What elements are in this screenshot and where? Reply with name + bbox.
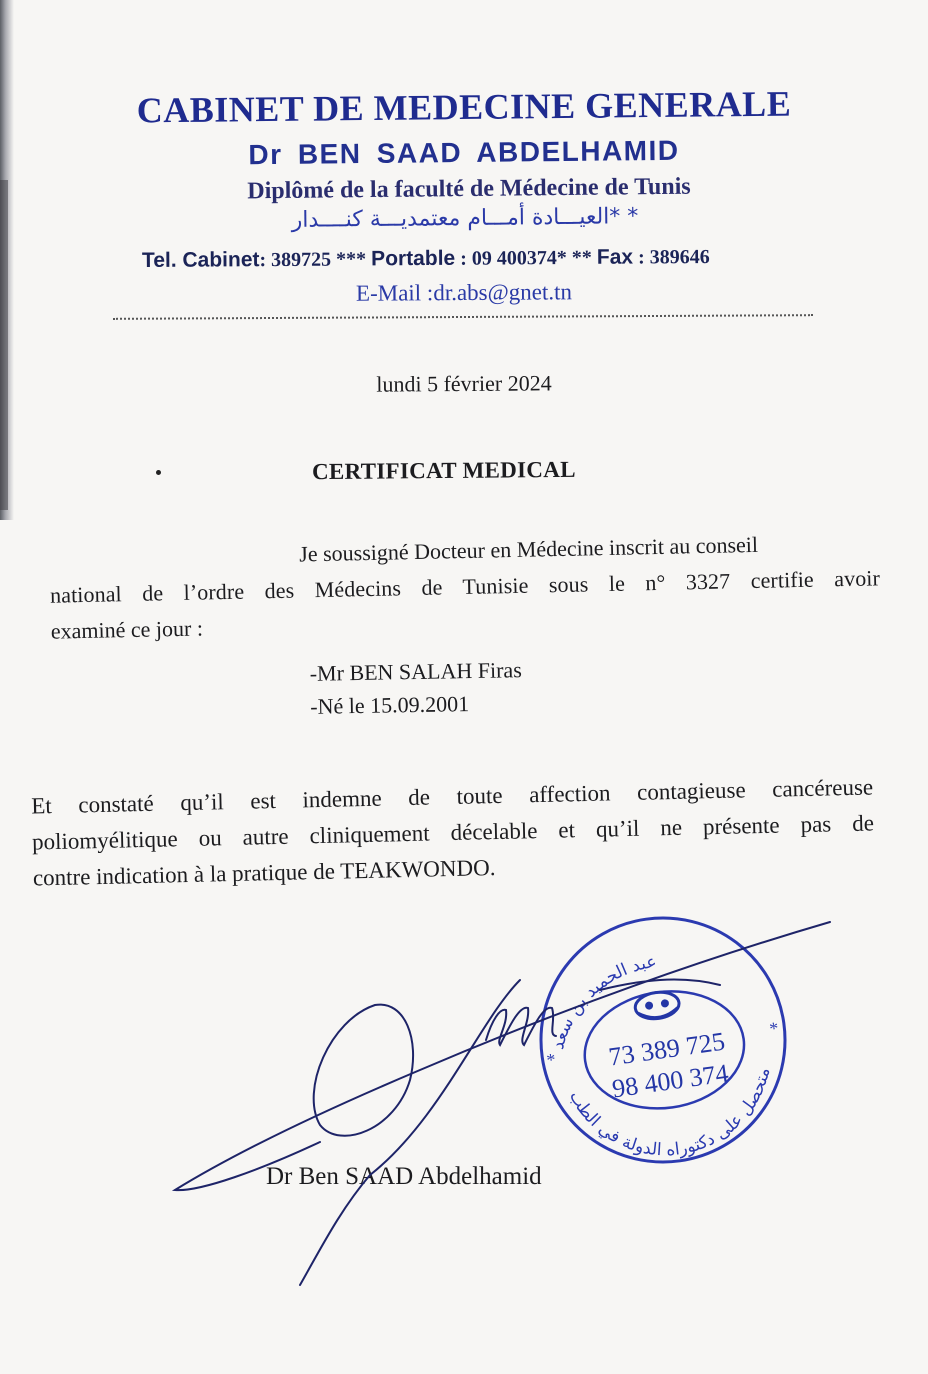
- intro-line-1: Je soussigné Docteur en Médecine inscrit au conseil: [299, 531, 759, 567]
- stamp-phone-2: 98 400 374: [610, 1058, 731, 1104]
- statement-line-1: Et constaté qu’il est indemne de toute affection contagieuse cancéreuse: [30, 774, 874, 819]
- document-date: lundi 5 février 2024: [376, 370, 552, 397]
- stamp-star-left: *: [545, 1049, 558, 1071]
- arabic-address-line: * *العيـــادة أمـــام معتمديـــة كنــــدار: [291, 204, 639, 233]
- signatory-name: Dr Ben SAAD Abdelhamid: [266, 1163, 542, 1190]
- patient-birthdate: -Né le 15.09.2001: [310, 691, 470, 719]
- tel-label: Tel. Cabinet: [141, 248, 260, 272]
- certificate-title: CERTIFICAT MEDICAL: [311, 456, 576, 485]
- intro-line-2: national de l’ordre des Médecins de Tunisie sous le n° 3327 certifie avoir: [49, 565, 881, 608]
- stamp-star-right: *: [768, 1017, 780, 1039]
- statement-line-2: poliomyélitique ou autre cliniquement décelable et qu’il ne présente pas de: [31, 810, 875, 855]
- fax-label: Fax: [596, 245, 634, 269]
- cabinet-title: CABINET DE MEDECINE GENERALE: [136, 83, 792, 131]
- email-line: E-Mail :dr.abs@gnet.tn: [355, 279, 573, 306]
- intro-line-3: examiné ce jour :: [50, 615, 204, 644]
- patient-name: -Mr BEN SALAH Firas: [309, 657, 522, 686]
- diploma-line: Diplômé de la faculté de Médecine de Tunis: [247, 173, 691, 205]
- doctor-name-header: Dr BEN SAAD ABDELHAMID: [248, 134, 680, 171]
- portable-value: : 09 400374* **: [455, 246, 597, 270]
- stamp-arabic-bottom-path: متحصل على دكتوراه الدولة في الطب: [564, 1065, 775, 1161]
- stamp-phone-1: 73 389 725: [606, 1026, 727, 1072]
- handwritten-signature: [175, 922, 830, 1285]
- portable-label: Portable: [371, 246, 456, 271]
- fax-value: : 389646: [632, 246, 710, 269]
- stamp-arabic-top-path: عبد الحميد بن سعد: [547, 951, 658, 1052]
- tel-value: : 389725 ***: [259, 248, 372, 272]
- stamp-emblem-icon: [634, 990, 681, 1022]
- statement-line-3: contre indication à la pratique de TEAKWONDO.: [32, 855, 496, 891]
